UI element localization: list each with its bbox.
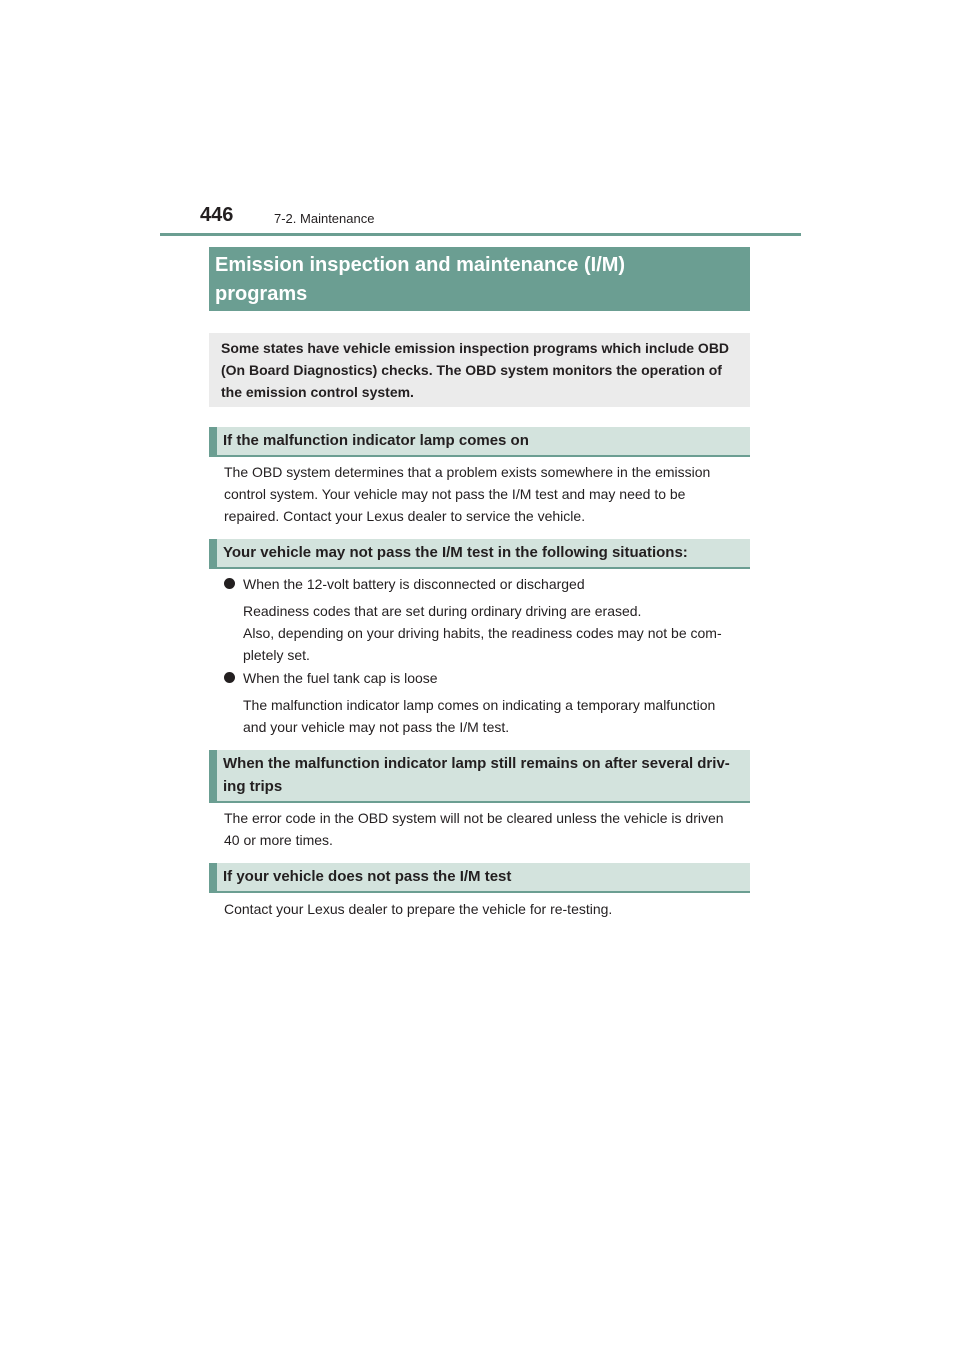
section-heading-may-not-pass: Your vehicle may not pass the I/M test in the following situations: [209,539,750,569]
page-title-line: programs [215,283,308,305]
body-line: Contact your Lexus dealer to prepare the vehicle for re-testing. [224,901,613,917]
body-line: 40 or more times. [224,832,333,848]
bullet-icon [224,672,235,683]
body-line: repaired. Contact your Lexus dealer to service the vehicle. [224,508,586,524]
section-body [224,807,745,851]
section-body [224,898,745,920]
heading-line: ing trips [223,778,283,795]
section-body [224,461,745,527]
body-line: The OBD system determines that a problem exists somewhere in the emission [224,464,711,480]
header-divider [160,233,801,236]
list-item-detail [243,600,745,666]
page-number: 446 [200,204,234,226]
list-item-label: When the 12-volt battery is disconnected or discharged [243,576,585,592]
detail-line: and your vehicle may not pass the I/M test. [243,719,510,735]
intro-line: Some states have vehicle emission inspection programs which include OBD [221,340,730,356]
page-title-line: Emission inspection and maintenance (I/M) [215,254,626,276]
body-line: control system. Your vehicle may not pass the I/M test and may need to be [224,486,686,502]
intro-line: the emission control system. [221,384,414,400]
body-line: The error code in the OBD system will not be cleared unless the vehicle is driven [224,810,724,826]
list-item-detail [243,694,745,738]
section-heading-lamp-remains-on [209,750,750,803]
chapter-label: 7-2. Maintenance [274,211,375,226]
page-title [209,247,750,311]
list-item-label: When the fuel tank cap is loose [243,670,438,686]
section-heading-does-not-pass: If your vehicle does not pass the I/M test [209,863,750,893]
heading-line: When the malfunction indicator lamp still remains on after several driv- [223,755,730,772]
intro-box [209,333,750,407]
bullet-icon [224,578,235,589]
detail-line: Also, depending on your driving habits, the readiness codes may not be com- [243,625,722,641]
section-heading-malfunction-lamp: If the malfunction indicator lamp comes on [209,427,750,457]
intro-line: (On Board Diagnostics) checks. The OBD system monitors the operation of [221,362,722,378]
detail-line: Readiness codes that are set during ordinary driving are erased. [243,603,642,619]
detail-line: pletely set. [243,647,310,663]
detail-line: The malfunction indicator lamp comes on indicating a temporary malfunction [243,697,716,713]
